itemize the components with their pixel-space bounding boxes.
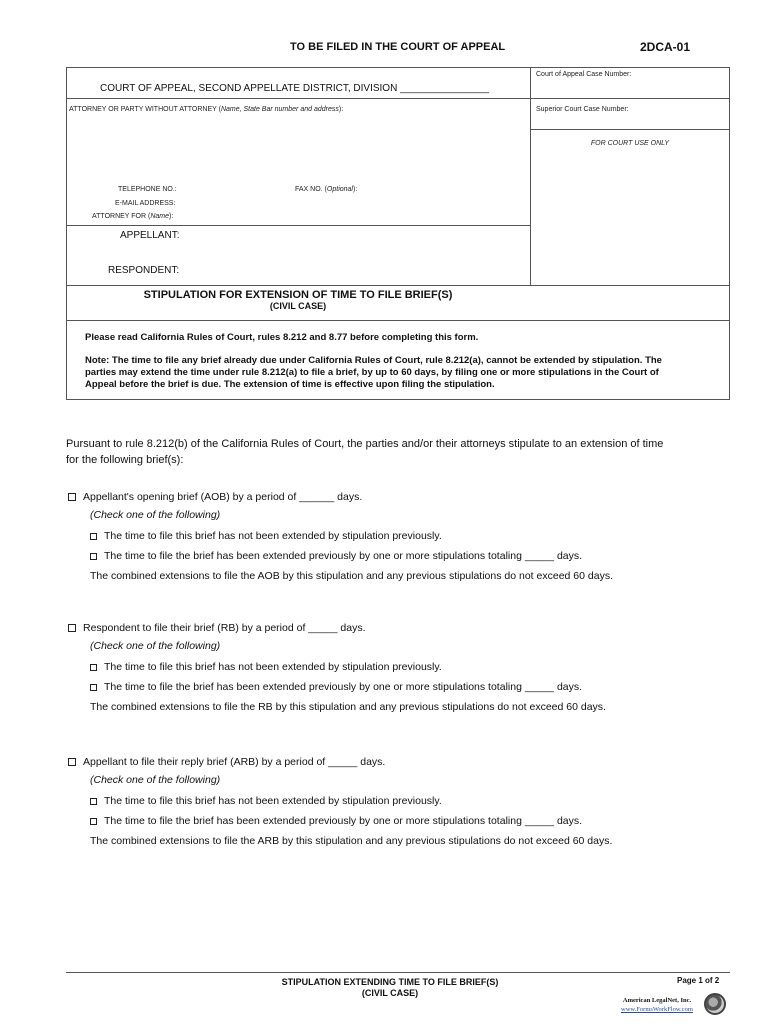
arb-not-extended-option: The time to file this brief has not been extended by stipulation previously. [90,795,442,807]
court-line: COURT OF APPEAL, SECOND APPELLATE DISTRICT, DIVISION ________________ [100,83,490,94]
rb-combined-note: The combined extensions to file the RB by this stipulation and any previous stipulations do not exceed 60 days. [90,701,606,713]
superior-case-number-label: Superior Court Case Number: [536,106,629,113]
arb-combined-note: The combined extensions to file the ARB by this stipulation and any previous stipulations do not exceed 60 days. [90,835,613,847]
read-rules-notice: Please read California Rules of Court, rules 8.212 and 8.77 before completing this form. [85,332,479,343]
form-code: 2DCA-01 [640,40,691,54]
arb-not-extended-checkbox[interactable] [90,798,97,805]
appellant-label: APPELLANT: [120,230,180,241]
aob-extended-option: The time to file the brief has been extended previously by one or more stipulations totaling _____ days. [90,550,582,562]
email-label: E-MAIL ADDRESS: [115,200,176,207]
page-number: Page 1 of 2 [677,976,720,985]
arb-checkbox[interactable] [68,758,76,766]
attorney-label: ATTORNEY OR PARTY WITHOUT ATTORNEY (Name, State Bar number and address): [69,106,344,113]
arb-extended-checkbox[interactable] [90,818,97,825]
check-one-note: (Check one of the following) [90,640,221,652]
rb-extended-option: The time to file the brief has been extended previously by one or more stipulations totaling _____ days. [90,681,582,693]
form-header-title: TO BE FILED IN THE COURT OF APPEAL [290,41,506,53]
court-case-number-label: Court of Appeal Case Number: [536,71,632,78]
caption-divider [530,67,531,285]
aob-option: Appellant's opening brief (AOB) by a period of ______ days. [68,491,362,503]
rb-checkbox[interactable] [68,624,76,632]
aob-checkbox[interactable] [68,493,76,501]
aob-extended-checkbox[interactable] [90,553,97,560]
arb-option: Appellant to file their reply brief (ARB) by a period of _____ days. [68,756,385,768]
footer-rule [66,972,730,973]
globe-logo-icon [704,993,726,1015]
publisher-brand: American LegalNet, Inc. www.FormsWorkFlow.com [612,996,702,1014]
document-title: STIPULATION FOR EXTENSION OF TIME TO FILE BRIEF(S) [143,289,453,301]
attorney-for-label: ATTORNEY FOR (Name): [92,213,174,220]
aob-not-extended-option: The time to file this brief has not been extended by stipulation previously. [90,530,442,542]
intro-paragraph: Pursuant to rule 8.212(b) of the California Rules of Court, the parties and/or their attorneys stipulate to an extension of time for the following brief(s): [66,438,664,466]
publisher-link[interactable]: www.FormsWorkFlow.com [621,1006,693,1013]
fax-label: FAX NO. (Optional): [295,186,358,193]
rb-extended-checkbox[interactable] [90,684,97,691]
document-subtitle: (CIVIL CASE) [269,301,327,311]
arb-extended-option: The time to file the brief has been extended previously by one or more stipulations totaling _____ days. [90,815,582,827]
respondent-label: RESPONDENT: [108,265,180,276]
rb-not-extended-checkbox[interactable] [90,664,97,671]
court-use-label: FOR COURT USE ONLY [590,140,670,147]
check-one-note: (Check one of the following) [90,774,221,786]
stipulation-note: Note: The time to file any brief already due under California Rules of Court, rule 8.212(a), cannot be extended by stipulation. The parties may extend the time under rule 8.212(a) to file a brief, by up to 60 days, by filing one or more stipulations in the Court of Appeal before the brief is due. The extension of time is effective upon filing the stipulation. [85,355,662,390]
check-one-note: (Check one of the following) [90,509,221,521]
aob-not-extended-checkbox[interactable] [90,533,97,540]
rb-option: Respondent to file their brief (RB) by a period of _____ days. [68,622,366,634]
rb-not-extended-option: The time to file this brief has not been extended by stipulation previously. [90,661,442,673]
footer-title: STIPULATION EXTENDING TIME TO FILE BRIEF(S) (CIVIL CASE) [281,977,499,998]
telephone-label: TELEPHONE NO.: [118,186,177,193]
aob-combined-note: The combined extensions to file the AOB by this stipulation and any previous stipulations do not exceed 60 days. [90,570,613,582]
